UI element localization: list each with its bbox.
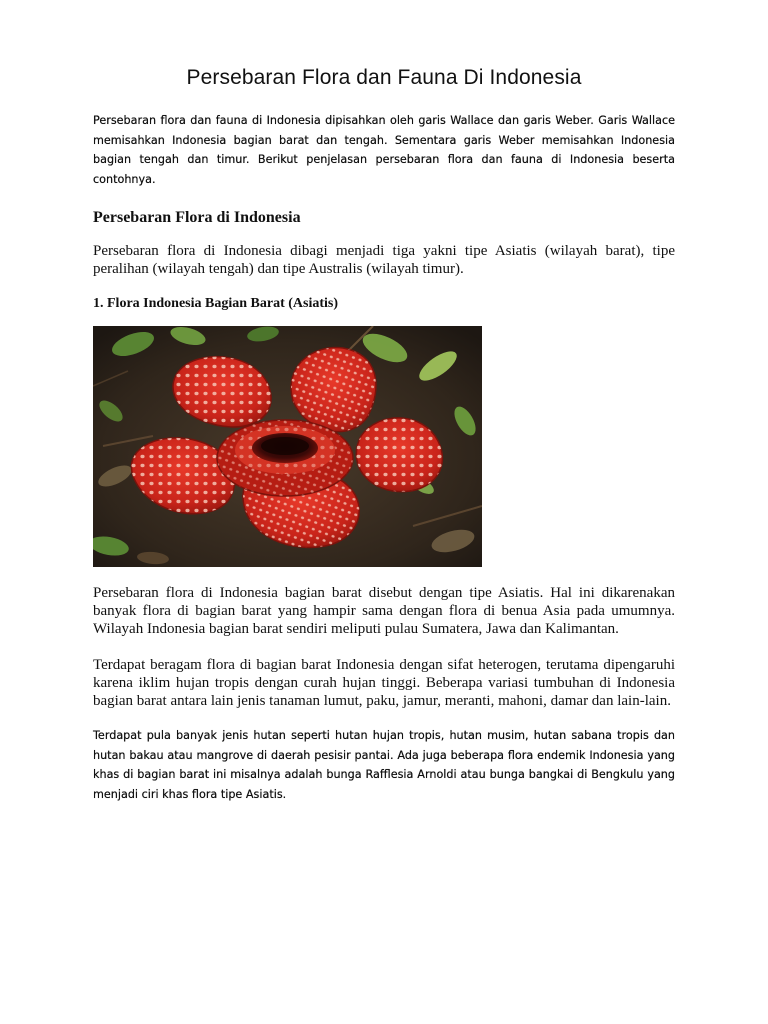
intro-paragraph: Persebaran flora dan fauna di Indonesia dipisahkan oleh garis Wallace dan garis Weber. Garis Wallace memisahkan Indonesia bagian barat dan tengah. Sementara garis Weber memisahkan Indonesia bagian tengah dan timur. Berikut penjelasan persebaran flora dan fauna di Indonesia beserta contohnya. <box>93 114 675 186</box>
paragraph-flora-variety: Terdapat beragam flora di bagian barat Indonesia dengan sifat heterogen, terutama dipengaruhi karena iklim hujan tropis dengan curah hujan tinggi. Beberapa variasi tumbuhan di Indonesia bagian barat antara lain jenis tanaman lumut, paku, jamur, meranti, mahoni, damar dan lain-lain. <box>93 657 675 709</box>
section-intro-paragraph: Persebaran flora di Indonesia dibagi menjadi tiga yakni tipe Asiatis (wilayah barat), tipe peralihan (wilayah tengah) dan tipe Australis (wilayah timur). <box>93 243 675 277</box>
rafflesia-flower-image <box>93 326 482 567</box>
document-page <box>93 66 675 804</box>
page-title: Persebaran Flora dan Fauna Di Indonesia <box>186 66 582 89</box>
paragraph-forest-types: Terdapat pula banyak jenis hutan seperti hutan hujan tropis, hutan musim, hutan sabana tropis dan hutan bakau atau mangrove di daerah pesisir pantai. Ada juga beberapa flora endemik Indonesia yang khas di bagian barat ini misalnya adalah bunga Rafflesia Arnoldi atau bunga bangkai di Bengkulu yang menjadi ciri khas flora tipe Asiatis. <box>93 729 675 801</box>
subsection-heading: 1. Flora Indonesia Bagian Barat (Asiatis) <box>93 296 339 311</box>
section-heading: Persebaran Flora di Indonesia <box>93 209 301 226</box>
paragraph-asiatis-intro: Persebaran flora di Indonesia bagian barat disebut dengan tipe Asiatis. Hal ini dikarenakan banyak flora di bagian barat yang hampir sama dengan flora di benua Asia pada umumnya. Wilayah Indonesia bagian barat sendiri meliputi pulau Sumatera, Jawa dan Kalimantan. <box>93 585 675 637</box>
